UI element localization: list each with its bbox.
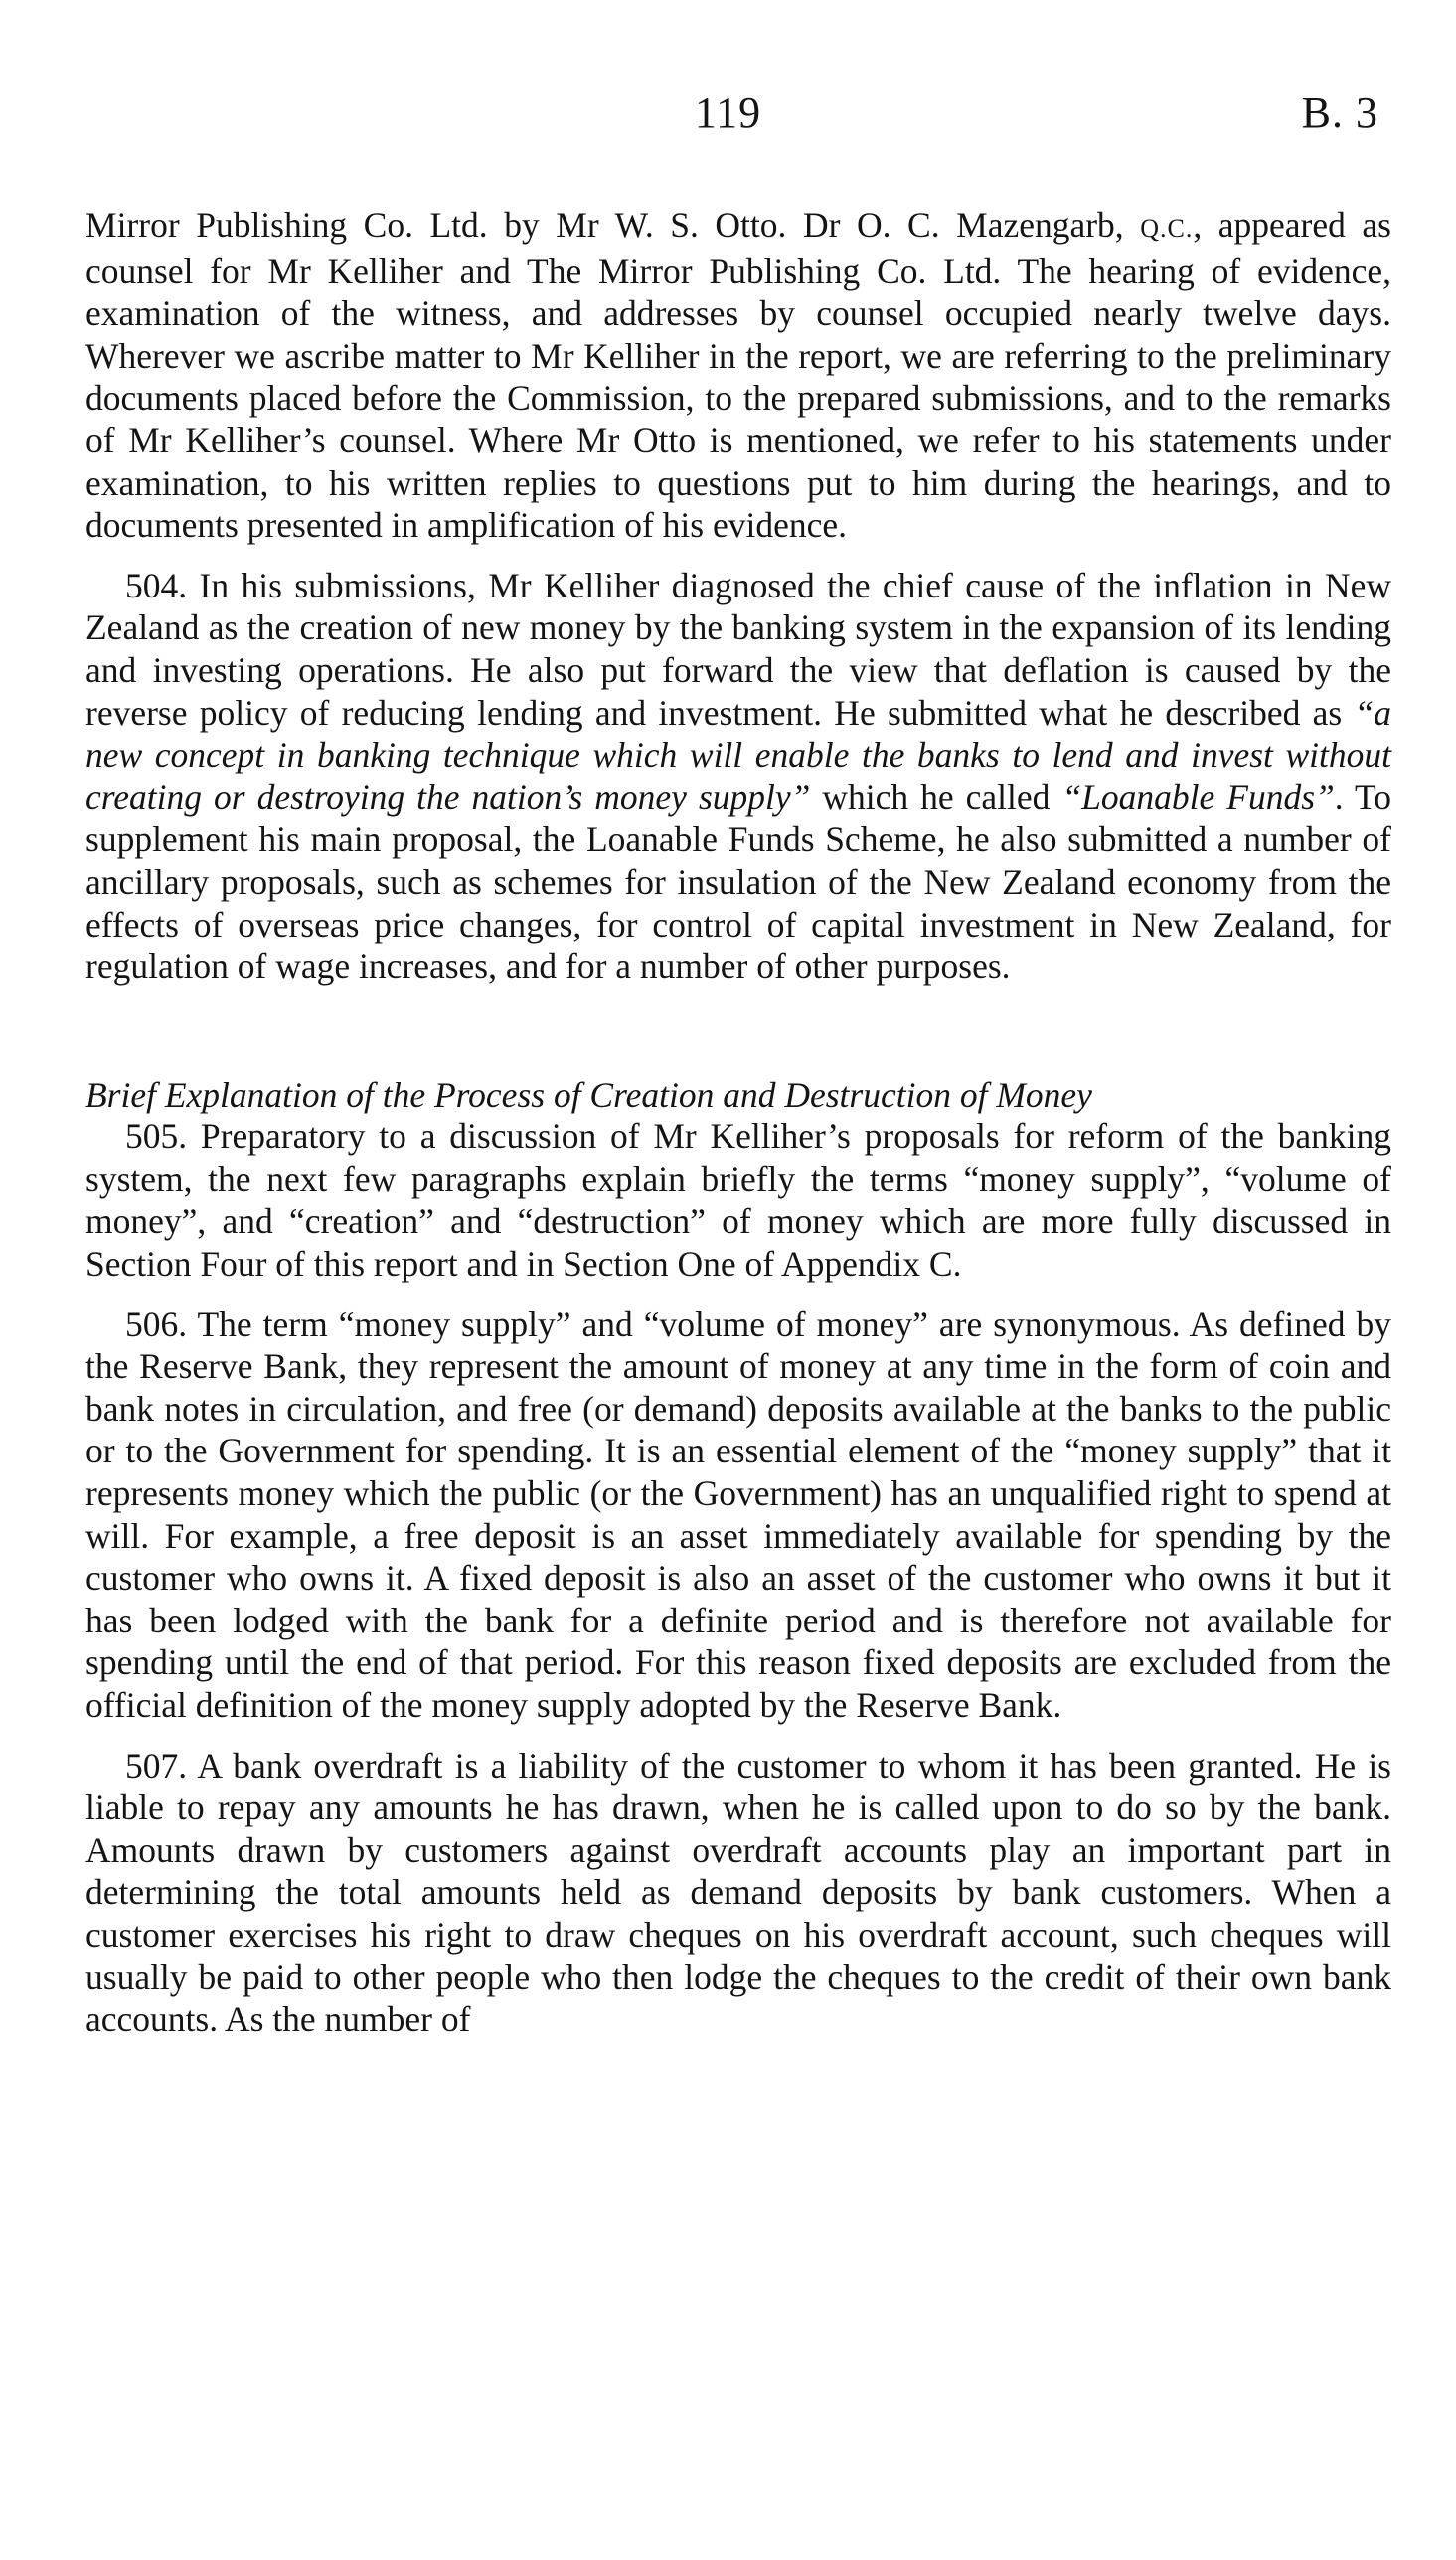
paragraph-507-text: A bank overdraft is a liability of the customer to whom it has been granted. He is liable to repay any amounts he has drawn, when he is called upon to do so by the bank. Amounts drawn by customers against overdraft accounts play an important part in determining the total amounts held as demand deposits by bank customers. When a customer exercises his right to draw cheques on his overdraft account, such cheques will usually be paid to other people who then lodge the cheques to the credit of their own bank accounts. As the number of bbox=[85, 1745, 1391, 2040]
paragraph-504-text-c: . To supplement his main proposal, the Loanable Funds Scheme, he also submitted a number of ancillary proposals, such as schemes for insulation of the New Zealand economy from the effects of overseas price changes, for control of capital investment in New Zealand, for regulation of wage increases, and for a number of other purposes. bbox=[85, 776, 1391, 987]
qc-abbreviation: Q.C. bbox=[1140, 214, 1194, 243]
section-heading: Brief Explanation of the Process of Creation and Destruction of Money bbox=[85, 1074, 1092, 1114]
paragraph-504-term: “Loanable Funds” bbox=[1061, 776, 1335, 817]
paragraph-503-text-b: , appeared as counsel for Mr Kelliher and The Mirror Publishing Co. Ltd. The hearing of evidence, examination of the witness, and addresses by counsel occupied nearly twelve days. Wherever we ascribe matter to Mr Kelliher in the report, we are referring to the preliminary documents placed before the Commission, to the prepared submissions, and to the remarks of Mr Kelliher’s counsel. Where Mr Otto is mentioned, we refer to his statements under examination, to his written replies to questions put to him during the hearings, and to documents presented in amplification of his evidence. bbox=[85, 205, 1391, 546]
paragraph-504-number: 504. bbox=[125, 565, 188, 605]
paragraph-507 bbox=[85, 1745, 1391, 2041]
paragraph-gap bbox=[85, 1727, 1391, 1745]
paragraph-506-text: The term “money supply” and “volume of money” are synonymous. As defined by the Reserve Bank, they represent the amount of money at any time in the form of coin and bank notes in circulation, and free (or demand) deposits available at the banks to the public or to the Government for spending. It is an essential element of the “money supply” that it represents money which the public (or the Government) has an unqualified right to spend at will. For example, a free deposit is an asset immediately available for spending by the customer who owns it. A fixed deposit is also an asset of the customer who owns it but it has been lodged with the bank for a definite period and is therefore not available for spending until the end of that period. For this reason fixed deposits are excluded from the official definition of the money supply adopted by the Reserve Bank. bbox=[85, 1303, 1391, 1725]
paragraph-507-number: 507. bbox=[125, 1745, 188, 1786]
paragraph-504-text-a: In his submissions, Mr Kelliher diagnosed the chief cause of the inflation in New Zealand as the creation of new money by the banking system in the expansion of its lending and investing operations. He also put forward the view that deflation is caused by the reverse policy of reducing lending and investment. He submitted what he described as bbox=[85, 565, 1391, 733]
paragraph-505 bbox=[85, 1115, 1391, 1284]
paragraph-505-number: 505. bbox=[125, 1116, 188, 1157]
paragraph-505-text: Preparatory to a discussion of Mr Kelliher’s proposals for reform of the banking system, the next few paragraphs explain briefly the terms “money supply”, “volume of money”, and “creation” and “destruction” of money which are more fully discussed in Section Four of this report and in Section One of Appendix C. bbox=[85, 1116, 1391, 1284]
paragraph-506 bbox=[85, 1303, 1391, 1727]
paragraph-503-continued bbox=[85, 204, 1391, 547]
paragraph-504-text-b: which he called bbox=[810, 776, 1062, 817]
paragraph-503-text-a: Mirror Publishing Co. Ltd. by Mr W. S. Otto. Dr O. C. Mazengarb, bbox=[85, 205, 1141, 245]
paragraph-504-quote: “a new concept in banking technique which will enable the banks to lend and invest without creating or destroying the nation’s money supply” bbox=[85, 692, 1391, 817]
section-gap bbox=[85, 988, 1391, 1074]
document-code: B. 3 bbox=[1301, 88, 1378, 137]
paragraph-504 bbox=[85, 565, 1391, 988]
paragraph-506-number: 506. bbox=[125, 1303, 188, 1344]
page-header bbox=[0, 87, 1456, 167]
paragraph-gap bbox=[85, 1285, 1391, 1303]
paragraph-gap bbox=[85, 547, 1391, 565]
page-number: 119 bbox=[694, 88, 762, 137]
body-text bbox=[85, 204, 1391, 2041]
